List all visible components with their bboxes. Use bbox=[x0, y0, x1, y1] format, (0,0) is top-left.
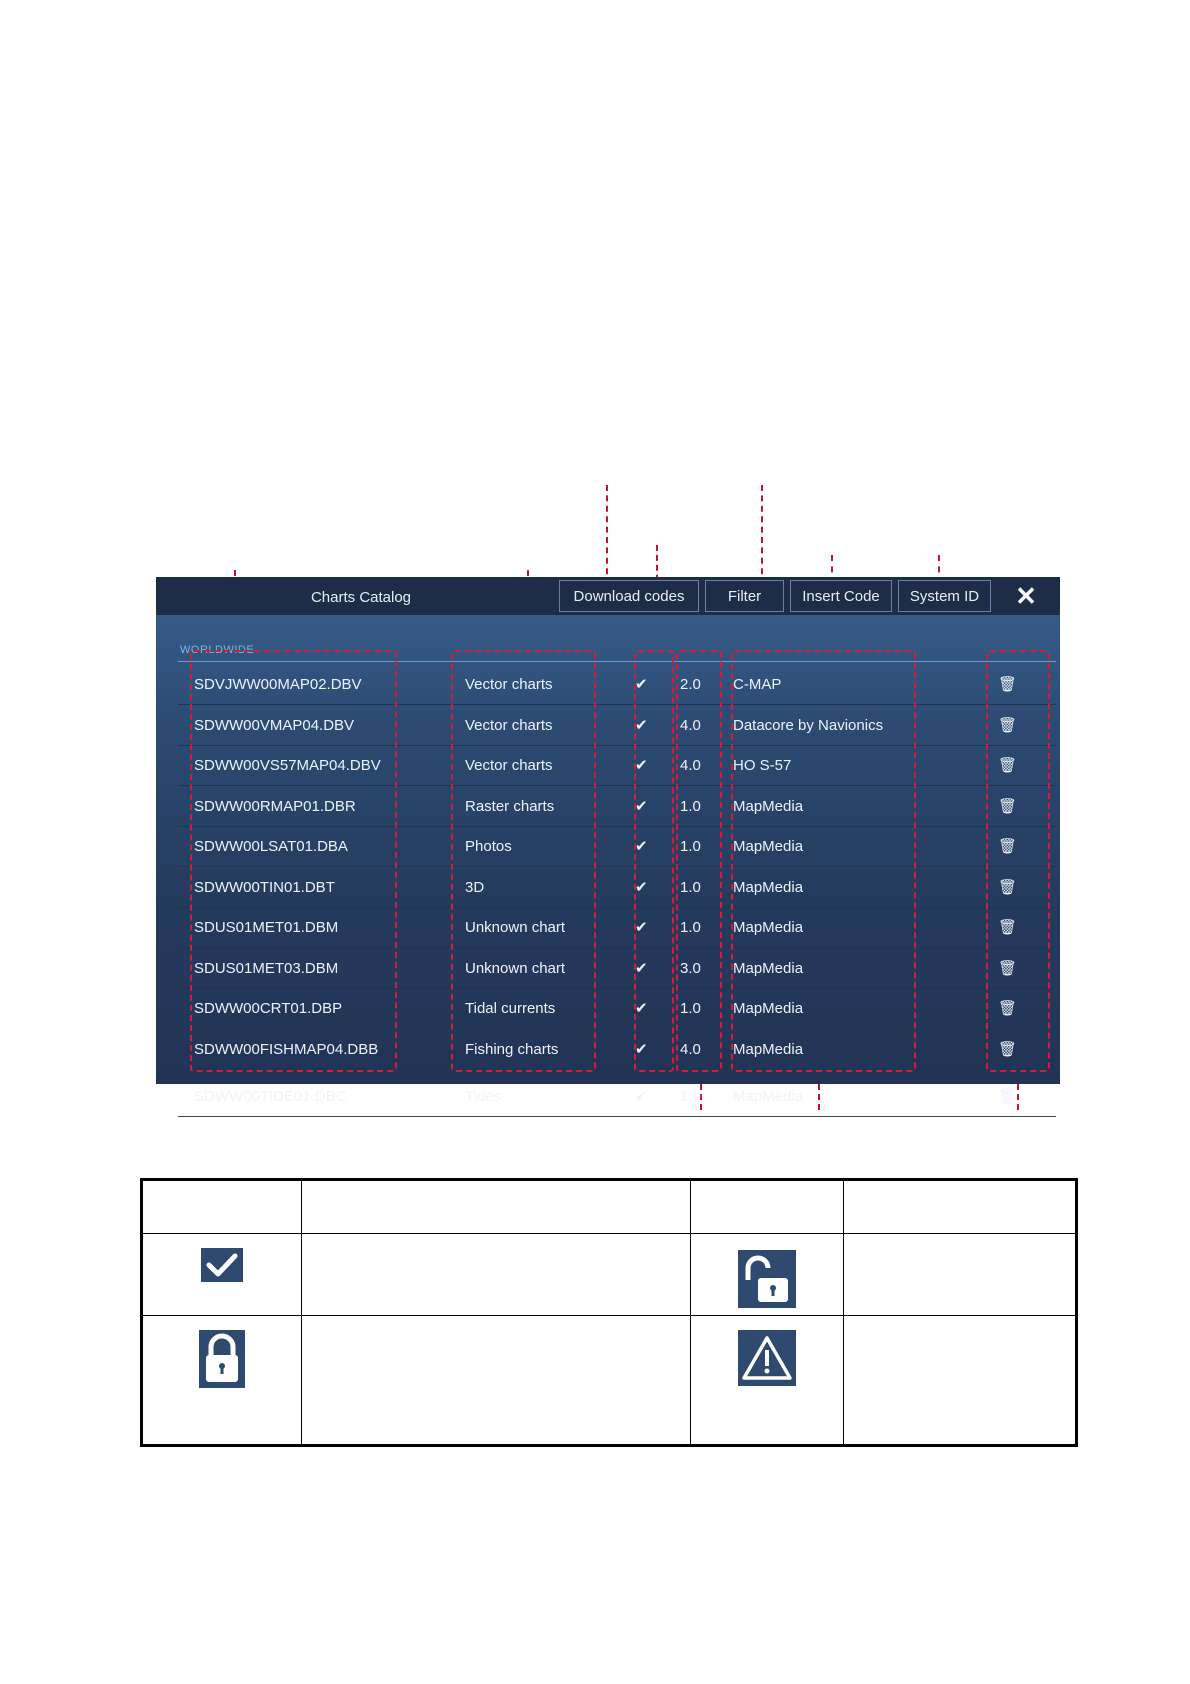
file-name: SDWW00TIN01.DBT bbox=[194, 878, 335, 896]
provider: MapMedia bbox=[733, 1000, 804, 1017]
check-icon: ✔ bbox=[635, 919, 648, 936]
highlight-file-column bbox=[190, 650, 397, 1072]
system-id-button[interactable]: System ID bbox=[898, 580, 991, 612]
legend-icon-cell bbox=[142, 1316, 302, 1446]
trash-icon[interactable]: 🗑 bbox=[998, 1088, 1018, 1105]
trash-icon[interactable]: 🗑 bbox=[998, 1000, 1018, 1017]
file-name: SDUS01MET01.DBM bbox=[194, 919, 339, 936]
provider: C-MAP bbox=[733, 676, 782, 693]
section-label: WORLDWIDE bbox=[180, 644, 255, 656]
trash-icon[interactable]: 🗑 bbox=[998, 919, 1018, 936]
highlight-provider-column bbox=[731, 650, 916, 1072]
check-icon: ✔ bbox=[635, 1000, 648, 1017]
chart-type: Vector charts bbox=[465, 757, 553, 774]
file-name: SDVJWW00MAP02.DBV bbox=[194, 676, 362, 693]
chart-type: Photos bbox=[465, 838, 512, 855]
provider: MapMedia bbox=[733, 878, 804, 896]
trash-icon[interactable]: 🗑 bbox=[998, 959, 1018, 977]
file-name: SDWW00FISHMAP04.DBB bbox=[194, 1040, 379, 1058]
trash-icon[interactable]: 🗑 bbox=[998, 676, 1018, 693]
list-item[interactable] bbox=[178, 1076, 1056, 1117]
version: 4.0 bbox=[680, 716, 701, 734]
chart-type: Fishing charts bbox=[465, 1040, 559, 1058]
legend-desc-cell bbox=[844, 1316, 1077, 1446]
file-name: SDWW00TIDE01.DBC bbox=[194, 1088, 347, 1105]
check-icon: ✔ bbox=[635, 676, 648, 693]
legend-desc-cell bbox=[302, 1316, 691, 1446]
window-title: Charts Catalog bbox=[310, 589, 412, 606]
file-name: SDWW00LSAT01.DBA bbox=[194, 838, 348, 855]
provider: MapMedia bbox=[733, 959, 804, 977]
insert-code-button[interactable]: Insert Code bbox=[790, 580, 892, 612]
trash-icon[interactable]: 🗑 bbox=[998, 838, 1018, 855]
title-bar bbox=[156, 577, 1060, 615]
chart-type: Vector charts bbox=[465, 716, 553, 734]
filter-button[interactable]: Filter bbox=[705, 580, 784, 612]
close-icon[interactable]: ✕ bbox=[1015, 581, 1037, 611]
legend-icon-cell bbox=[691, 1316, 844, 1446]
check-icon: ✔ bbox=[635, 959, 648, 977]
check-icon: ✔ bbox=[635, 1088, 648, 1105]
trash-icon[interactable]: 🗑 bbox=[998, 1040, 1018, 1058]
file-name: SDWW00VMAP04.DBV bbox=[194, 716, 355, 734]
trash-icon[interactable]: 🗑 bbox=[998, 878, 1018, 896]
chart-type: Unknown chart bbox=[465, 919, 566, 936]
warning-icon bbox=[738, 1330, 796, 1386]
legend-icon-cell bbox=[691, 1234, 844, 1316]
file-name: SDWW00RMAP01.DBR bbox=[194, 797, 356, 815]
legend-desc-cell bbox=[844, 1234, 1077, 1316]
file-name: SDUS01MET03.DBM bbox=[194, 959, 339, 977]
check-icon: ✔ bbox=[635, 1040, 648, 1058]
version: 1.0 bbox=[680, 1088, 701, 1105]
check-box-icon bbox=[201, 1248, 243, 1282]
highlight-type-column bbox=[451, 650, 596, 1072]
check-icon: ✔ bbox=[635, 878, 648, 896]
provider: MapMedia bbox=[733, 1088, 804, 1105]
legend-desc-cell bbox=[302, 1234, 691, 1316]
trash-icon[interactable]: 🗑 bbox=[998, 716, 1018, 734]
icon-legend-table bbox=[140, 1178, 1078, 1447]
legend-header-cell bbox=[691, 1180, 844, 1234]
trash-icon[interactable]: 🗑 bbox=[998, 797, 1018, 815]
file-name: SDWW00CRT01.DBP bbox=[194, 1000, 343, 1017]
version: 1.0 bbox=[680, 878, 701, 896]
version: 1.0 bbox=[680, 919, 701, 936]
locked-icon bbox=[199, 1330, 245, 1388]
chart-type: Raster charts bbox=[465, 797, 555, 815]
provider: HO S-57 bbox=[733, 757, 792, 774]
check-icon: ✔ bbox=[635, 797, 648, 815]
legend-header-cell bbox=[844, 1180, 1077, 1234]
highlight-delete-column bbox=[986, 650, 1050, 1072]
chart-type: Unknown chart bbox=[465, 959, 566, 977]
download-codes-button[interactable]: Download codes bbox=[559, 580, 699, 612]
highlight-version-column bbox=[676, 650, 722, 1072]
unlocked-icon bbox=[738, 1250, 796, 1308]
file-name: SDWW00VS57MAP04.DBV bbox=[194, 757, 381, 774]
version: 1.0 bbox=[680, 1000, 701, 1017]
chart-type: 3D bbox=[465, 878, 485, 896]
chart-type: Tidal currents bbox=[465, 1000, 556, 1017]
check-icon: ✔ bbox=[635, 757, 648, 774]
version: 4.0 bbox=[680, 1040, 701, 1058]
check-icon: ✔ bbox=[635, 716, 648, 734]
chart-type: Tides bbox=[465, 1088, 502, 1105]
version: 1.0 bbox=[680, 838, 701, 855]
legend-icon-cell bbox=[142, 1234, 302, 1316]
version: 4.0 bbox=[680, 757, 701, 774]
chart-type: Vector charts bbox=[465, 676, 553, 693]
version: 1.0 bbox=[680, 797, 701, 815]
legend-header-cell bbox=[142, 1180, 302, 1234]
provider: MapMedia bbox=[733, 838, 804, 855]
provider: MapMedia bbox=[733, 797, 804, 815]
highlight-status-column bbox=[634, 650, 674, 1072]
provider: MapMedia bbox=[733, 919, 804, 936]
version: 3.0 bbox=[680, 959, 701, 977]
version: 2.0 bbox=[680, 676, 701, 693]
provider: MapMedia bbox=[733, 1040, 804, 1058]
provider: Datacore by Navionics bbox=[733, 716, 884, 734]
legend-header-cell bbox=[302, 1180, 691, 1234]
check-icon: ✔ bbox=[635, 838, 648, 855]
trash-icon[interactable]: 🗑 bbox=[998, 757, 1018, 774]
